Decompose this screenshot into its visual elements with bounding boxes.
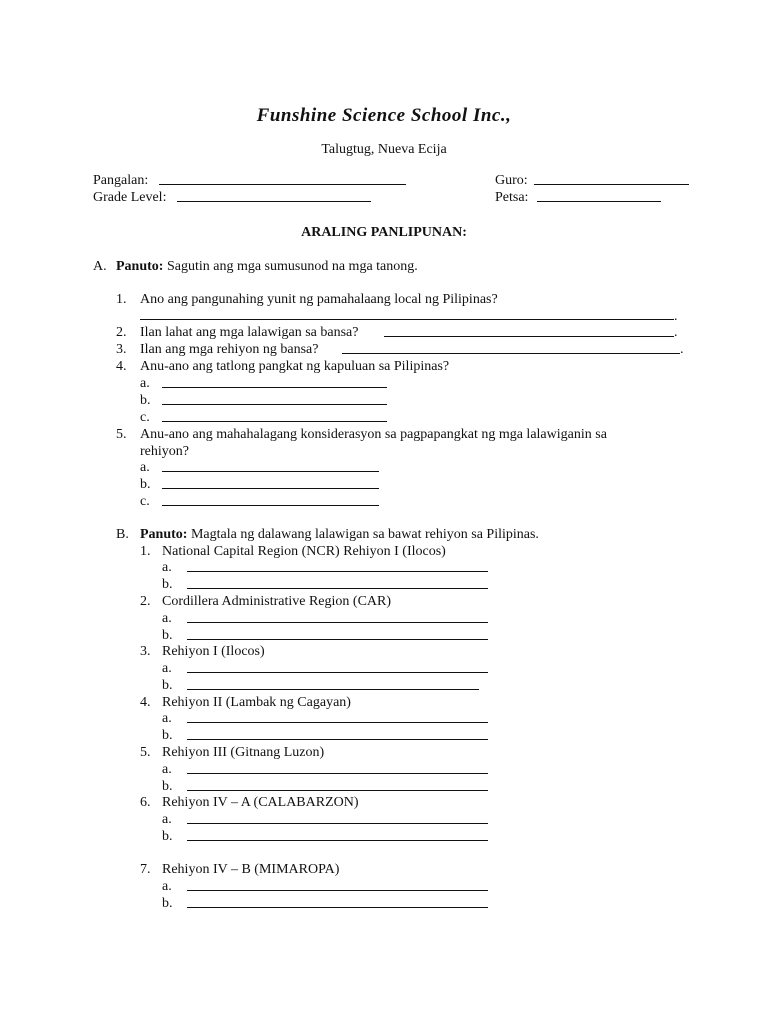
region-item-5-text: Rehiyon III (Gitnang Luzon) — [162, 745, 325, 760]
teacher-field[interactable] — [534, 184, 689, 185]
question-1-period: . — [674, 309, 678, 324]
region-item-3-number: 3. — [140, 644, 151, 659]
region-item-6-text: Rehiyon IV – A (CALABARZON) — [162, 795, 359, 810]
region-item-4-option-b: b. — [162, 728, 173, 743]
question-4-answer-b[interactable] — [162, 404, 387, 405]
question-5-number: 5. — [116, 427, 127, 442]
question-5-option-c: c. — [140, 494, 150, 509]
school-name: Funshine Science School Inc., — [256, 105, 512, 126]
question-2-answer-line[interactable] — [384, 336, 674, 337]
region-item-1-number: 1. — [140, 544, 151, 559]
section-b-instruction-text: Magtala ng dalawang lalawigan sa bawat rehiyon sa Pilipinas. — [190, 527, 539, 542]
teacher-label: Guro: — [495, 173, 528, 188]
region-item-4-answer-b[interactable] — [187, 739, 488, 740]
region-item-4-option-a: a. — [162, 711, 172, 726]
date-field[interactable] — [537, 201, 661, 202]
region-item-5-answer-a[interactable] — [187, 773, 488, 774]
region-item-6-number: 6. — [140, 795, 151, 810]
region-item-3-option-b: b. — [162, 678, 173, 693]
question-4-answer-a[interactable] — [162, 387, 387, 388]
question-3-text: Ilan ang mga rehiyon ng bansa? — [140, 342, 319, 357]
region-item-7-answer-b[interactable] — [187, 907, 488, 908]
region-item-2-answer-a[interactable] — [187, 622, 488, 623]
region-item-2-number: 2. — [140, 594, 151, 609]
region-item-3-option-a: a. — [162, 661, 172, 676]
question-3-answer-line[interactable] — [342, 353, 680, 354]
region-item-2-answer-b[interactable] — [187, 639, 488, 640]
date-label: Petsa: — [495, 190, 529, 205]
region-item-5-answer-b[interactable] — [187, 790, 488, 791]
region-item-5-option-b: b. — [162, 779, 173, 794]
region-item-7-option-b: b. — [162, 896, 173, 911]
region-item-1-answer-b[interactable] — [187, 588, 488, 589]
school-location: Talugtug, Nueva Ecija — [321, 142, 447, 157]
question-4-answer-c[interactable] — [162, 421, 387, 422]
region-item-6-option-b: b. — [162, 829, 173, 844]
region-item-6-answer-a[interactable] — [187, 823, 488, 824]
section-b-instruction-label: Panuto: — [140, 527, 188, 542]
question-5-option-b: b. — [140, 477, 151, 492]
question-2-text: Ilan lahat ang mga lalawigan sa bansa? — [140, 325, 359, 340]
region-item-7-text: Rehiyon IV – B (MIMAROPA) — [162, 862, 340, 877]
question-4-option-a: a. — [140, 376, 150, 391]
question-5-option-a: a. — [140, 460, 150, 475]
region-item-7-answer-a[interactable] — [187, 890, 488, 891]
region-item-5-number: 5. — [140, 745, 151, 760]
region-item-1-option-b: b. — [162, 577, 173, 592]
question-1-text: Ano ang pangunahing yunit ng pamahalaang local ng Pilipinas? — [140, 292, 498, 307]
question-2-period: . — [674, 325, 678, 340]
section-a-letter: A. — [93, 259, 107, 274]
region-item-5-option-a: a. — [162, 762, 172, 777]
region-item-2-option-a: a. — [162, 611, 172, 626]
region-item-2-text: Cordillera Administrative Region (CAR) — [162, 594, 392, 609]
question-5-answer-a[interactable] — [162, 471, 379, 472]
name-label: Pangalan: — [93, 173, 149, 188]
question-4-option-c: c. — [140, 410, 150, 425]
question-5-answer-b[interactable] — [162, 488, 379, 489]
region-item-1-answer-a[interactable] — [187, 571, 488, 572]
region-item-3-answer-b[interactable] — [187, 689, 479, 690]
question-4-option-b: b. — [140, 393, 151, 408]
region-item-3-text: Rehiyon I (Ilocos) — [162, 644, 265, 659]
question-2-number: 2. — [116, 325, 127, 340]
question-5-text-line2: rehiyon? — [140, 444, 189, 459]
question-4-number: 4. — [116, 359, 127, 374]
section-a-instruction-text: Sagutin ang mga sumusunod na mga tanong. — [166, 259, 418, 274]
section-a-instruction — [116, 258, 418, 275]
question-1-number: 1. — [116, 292, 127, 307]
region-item-1-option-a: a. — [162, 560, 172, 575]
region-item-4-text: Rehiyon II (Lambak ng Cagayan) — [162, 695, 351, 710]
grade-level-label: Grade Level: — [93, 190, 167, 205]
grade-level-field[interactable] — [177, 201, 371, 202]
question-5-answer-c[interactable] — [162, 505, 379, 506]
section-a-instruction-label: Panuto: — [116, 259, 164, 274]
question-3-number: 3. — [116, 342, 127, 357]
region-item-3-answer-a[interactable] — [187, 672, 488, 673]
question-3-period: . — [680, 342, 684, 357]
region-item-6-answer-b[interactable] — [187, 840, 488, 841]
question-4-text: Anu-ano ang tatlong pangkat ng kapuluan sa Pilipinas? — [140, 359, 450, 374]
region-item-6-option-a: a. — [162, 812, 172, 827]
region-item-7-option-a: a. — [162, 879, 172, 894]
region-item-4-answer-a[interactable] — [187, 722, 488, 723]
section-b-letter: B. — [116, 527, 129, 542]
section-b-instruction — [140, 526, 539, 543]
region-item-4-number: 4. — [140, 695, 151, 710]
region-item-7-number: 7. — [140, 862, 151, 877]
region-item-1-text: National Capital Region (NCR) Rehiyon I (Ilocos) — [162, 544, 446, 559]
region-item-2-option-b: b. — [162, 628, 173, 643]
name-field[interactable] — [159, 184, 406, 185]
question-5-text-line1: Anu-ano ang mahahalagang konsiderasyon sa pagpapangkat ng mga lalawiganin sa — [140, 427, 607, 442]
subject-title: ARALING PANLIPUNAN: — [301, 225, 467, 240]
question-1-answer-line[interactable] — [140, 319, 674, 320]
